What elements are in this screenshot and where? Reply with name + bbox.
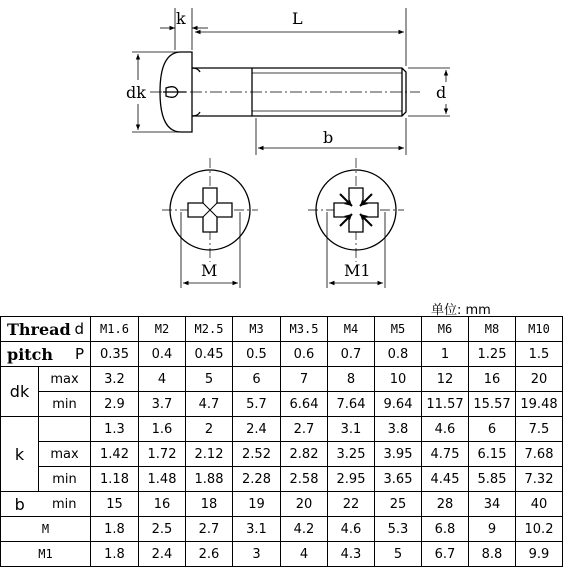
- pitch-cell: 0.5: [233, 342, 281, 367]
- M1-cell: 2.6: [186, 542, 233, 567]
- M-cell: 9: [469, 517, 516, 542]
- k-min-cell: 2.58: [281, 467, 328, 492]
- M1-cell: 3: [233, 542, 281, 567]
- dk-max-cell: 5: [186, 367, 233, 392]
- dk-min-cell: 7.64: [328, 392, 375, 417]
- M1-cell: 2.4: [139, 542, 186, 567]
- k-max-cell: 7.68: [516, 442, 563, 467]
- row-M: [1, 517, 563, 542]
- size-cell: M8: [469, 317, 516, 342]
- b-min-cell: 40: [516, 492, 563, 517]
- label-b: b: [323, 128, 334, 147]
- b-min-cell: 25: [375, 492, 422, 517]
- row-k-nominal: [1, 417, 563, 442]
- dk-min-cell: 4.7: [186, 392, 233, 417]
- k-max-cell: 2.82: [281, 442, 328, 467]
- b-min-cell: 16: [139, 492, 186, 517]
- label-M1: M1: [344, 261, 371, 280]
- k-max-cell: 2.52: [233, 442, 281, 467]
- dk-min-cell: 9.64: [375, 392, 422, 417]
- size-cell: M3.5: [281, 317, 328, 342]
- dk-max-cell: 10: [375, 367, 422, 392]
- size-cell: M10: [516, 317, 563, 342]
- dk-min-cell: 11.57: [422, 392, 469, 417]
- k-nom-cell: 7.5: [516, 417, 563, 442]
- size-cell: M1.6: [91, 317, 139, 342]
- k-max-cell: 4.75: [422, 442, 469, 467]
- dk-max-cell: 4: [139, 367, 186, 392]
- pitch-cell: 0.8: [375, 342, 422, 367]
- M-cell: 1.8: [91, 517, 139, 542]
- label-k: k: [176, 9, 186, 28]
- size-cell: M2.5: [186, 317, 233, 342]
- row-k-max: [1, 442, 563, 467]
- screw-side-view: [150, 52, 420, 132]
- k-min-cell: 2.95: [328, 467, 375, 492]
- dk-label: dk: [1, 367, 39, 417]
- b-min-cell: 22: [328, 492, 375, 517]
- row-dk-min: [1, 392, 563, 417]
- b-label: b: [1, 492, 39, 517]
- k-max-cell: 1.42: [91, 442, 139, 467]
- dk-min-label: min: [39, 392, 91, 417]
- dk-min-cell: 6.64: [281, 392, 328, 417]
- k-min-cell: 7.32: [516, 467, 563, 492]
- dk-min-cell: 19.48: [516, 392, 563, 417]
- k-min-cell: 3.65: [375, 467, 422, 492]
- dk-max-label: max: [39, 367, 91, 392]
- label-M: M: [201, 261, 218, 280]
- row-b-min: [1, 492, 563, 517]
- size-cell: M5: [375, 317, 422, 342]
- k-min-cell: 4.45: [422, 467, 469, 492]
- k-max-cell: 6.15: [469, 442, 516, 467]
- M1-cell: 1.8: [91, 542, 139, 567]
- label-L: L: [292, 9, 303, 28]
- dimension-table: [0, 316, 563, 567]
- b-min-cell: 15: [91, 492, 139, 517]
- M-cell: 2.5: [139, 517, 186, 542]
- size-cell: M6: [422, 317, 469, 342]
- label-dk: dk: [126, 83, 146, 102]
- thread-symbol: d: [74, 319, 84, 338]
- pitch-cell: 1: [422, 342, 469, 367]
- pitch-cell: 0.7: [328, 342, 375, 367]
- pitch-cell: 0.4: [139, 342, 186, 367]
- dk-min-cell: 3.7: [139, 392, 186, 417]
- row-pitch: [1, 342, 563, 367]
- k-max-cell: 3.95: [375, 442, 422, 467]
- M-cell: 6.8: [422, 517, 469, 542]
- pitch-cell: 1.25: [469, 342, 516, 367]
- M1-cell: 4: [281, 542, 328, 567]
- pitch-cell: 0.45: [186, 342, 233, 367]
- label-d: d: [436, 83, 447, 102]
- k-max-cell: 3.25: [328, 442, 375, 467]
- k-min-label: min: [39, 467, 91, 492]
- M1-label: M1: [1, 542, 91, 567]
- b-min-cell: 28: [422, 492, 469, 517]
- M1-cell: 6.7: [422, 542, 469, 567]
- row-M1: [1, 542, 563, 567]
- pitch-title-cell: [1, 342, 91, 367]
- k-nom-cell: 1.3: [91, 417, 139, 442]
- row-k-min: [1, 467, 563, 492]
- M1-cell: 4.3: [328, 542, 375, 567]
- M1-cell: 5: [375, 542, 422, 567]
- b-min-cell: 20: [281, 492, 328, 517]
- b-min-cell: 19: [233, 492, 281, 517]
- pitch-title: pitch: [7, 344, 54, 364]
- size-cell: M2: [139, 317, 186, 342]
- M-cell: 5.3: [375, 517, 422, 542]
- b-min-label: min: [39, 492, 91, 517]
- thread-title: Thread: [7, 319, 71, 339]
- size-cell: M4: [328, 317, 375, 342]
- k-nom-cell: 6: [469, 417, 516, 442]
- row-dk-max: [1, 367, 563, 392]
- k-min-cell: 5.85: [469, 467, 516, 492]
- unit-note: 单位: mm: [431, 303, 491, 318]
- M-cell: 3.1: [233, 517, 281, 542]
- b-min-cell: 34: [469, 492, 516, 517]
- k-nom-cell: 4.6: [422, 417, 469, 442]
- M-cell: 10.2: [516, 517, 563, 542]
- pitch-cell: 0.35: [91, 342, 139, 367]
- k-nom-cell: 2.7: [281, 417, 328, 442]
- dk-max-cell: 6: [233, 367, 281, 392]
- dk-max-cell: 20: [516, 367, 563, 392]
- pitch-symbol: P: [74, 344, 84, 363]
- k-min-cell: 1.48: [139, 467, 186, 492]
- pitch-cell: 1.5: [516, 342, 563, 367]
- k-min-cell: 2.28: [233, 467, 281, 492]
- M1-cell: 9.9: [516, 542, 563, 567]
- k-nom-cell: 2.4: [233, 417, 281, 442]
- pitch-cell: 0.6: [281, 342, 328, 367]
- k-nom-cell: 2: [186, 417, 233, 442]
- k-min-cell: 1.88: [186, 467, 233, 492]
- dk-min-cell: 2.9: [91, 392, 139, 417]
- k-min-cell: 1.18: [91, 467, 139, 492]
- dk-max-cell: 7: [281, 367, 328, 392]
- M-cell: 4.6: [328, 517, 375, 542]
- M-label: M: [1, 517, 91, 542]
- row-thread: [1, 317, 563, 342]
- k-max-label: max: [39, 442, 91, 467]
- k-label: k: [1, 417, 39, 492]
- k-nom-cell: 3.1: [328, 417, 375, 442]
- dk-max-cell: 8: [328, 367, 375, 392]
- b-min-cell: 18: [186, 492, 233, 517]
- k-max-cell: 1.72: [139, 442, 186, 467]
- k-nominal-label: [39, 417, 91, 442]
- dk-min-cell: 15.57: [469, 392, 516, 417]
- thread-title-cell: [1, 317, 91, 342]
- dk-max-cell: 12: [422, 367, 469, 392]
- k-nom-cell: 3.8: [375, 417, 422, 442]
- dk-min-cell: 5.7: [233, 392, 281, 417]
- M1-cell: 8.8: [469, 542, 516, 567]
- M-cell: 4.2: [281, 517, 328, 542]
- M-cell: 2.7: [186, 517, 233, 542]
- dk-max-cell: 16: [469, 367, 516, 392]
- size-cell: M3: [233, 317, 281, 342]
- k-nom-cell: 1.6: [139, 417, 186, 442]
- dk-max-cell: 3.2: [91, 367, 139, 392]
- k-max-cell: 2.12: [186, 442, 233, 467]
